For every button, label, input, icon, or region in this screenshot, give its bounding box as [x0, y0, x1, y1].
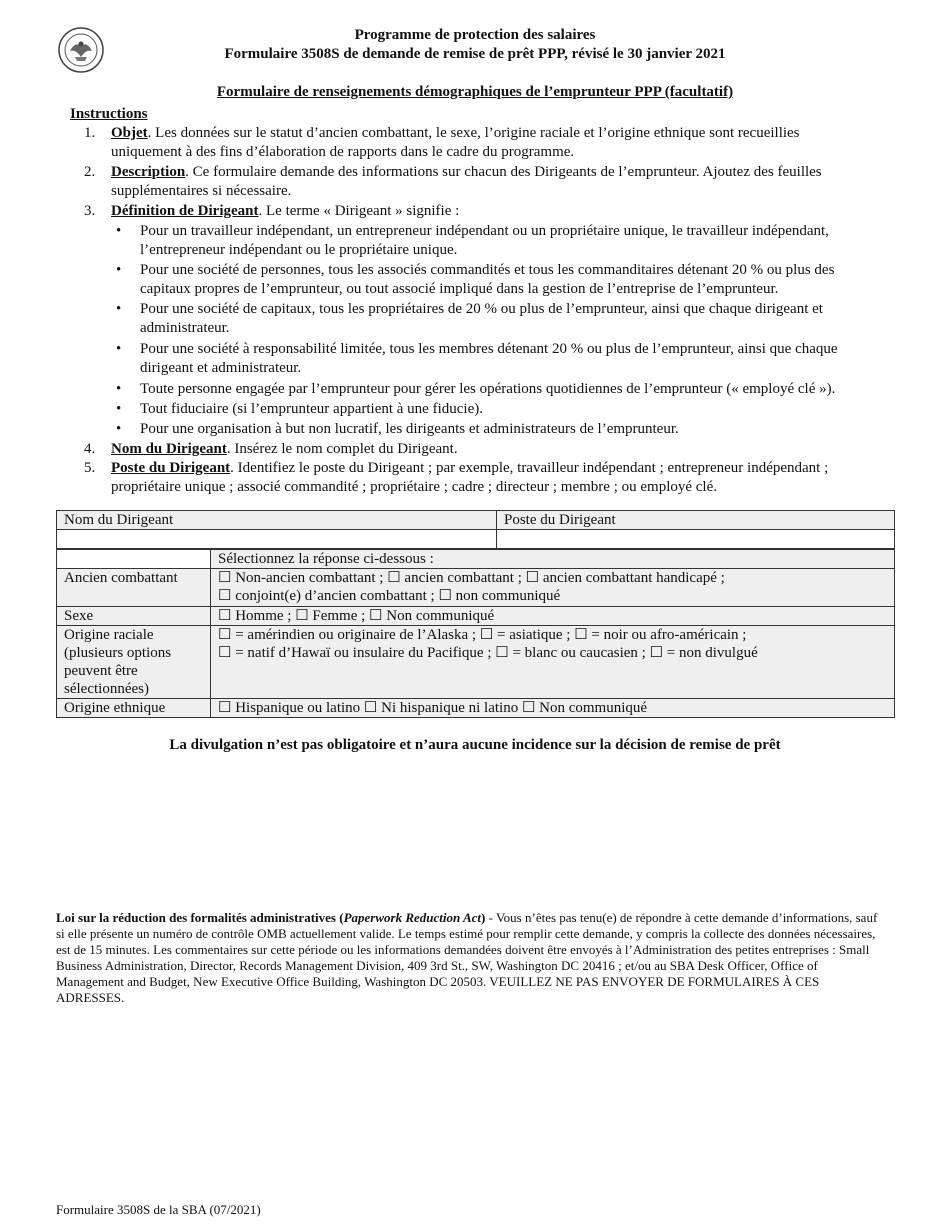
definition-bullet: • Pour une société de personnes, tous les associés commandités et tous les commanditaires détenant 20 % ou plus des capitaux propres de l’emprunteur, ou tout associé impliqué dans la gestion de l’entreprise de l’emprunteur.	[116, 262, 835, 297]
form-footer: Formulaire 3508S de la SBA (07/2021)	[56, 1202, 261, 1217]
veteran-label: Ancien combattant	[57, 569, 211, 607]
sex-label: Sexe	[57, 607, 211, 626]
select-prompt: Sélectionnez la réponse ci-dessous :	[211, 550, 895, 569]
veteran-options[interactable]: ☐ Non-ancien combattant ; ☐ ancien combattant ; ☐ ancien combattant handicapé ; ☐ conjoint(e) d’ancien combattant ; ☐ non communiqué	[211, 569, 895, 607]
ethnicity-options[interactable]: ☐ Hispanique ou latino ☐ Ni hispanique ni latino ☐ Non communiqué	[211, 699, 895, 718]
principal-name-field[interactable]	[57, 530, 497, 549]
definition-bullet: • Pour une société à responsabilité limitée, tous les membres détenant 20 % ou plus de l’emprunteur, ainsi que chaque dirigeant et administrateur.	[116, 341, 838, 376]
blank-cell	[57, 550, 211, 569]
principal-position-header: Poste du Dirigeant	[497, 511, 895, 530]
demographic-options-table	[56, 549, 895, 718]
instruction-item: 1. Objet. Les données sur le statut d’ancien combattant, le sexe, l’origine raciale et l’origine ethnique sont recueillies uniquement à des fins d’élaboration de rapports dans le cadre du programme.	[84, 125, 800, 160]
instruction-item: 3. Définition de Dirigeant. Le terme « Dirigeant » signifie :	[84, 203, 460, 219]
form-title: Formulaire de renseignements démographiques de l’emprunteur PPP (facultatif)	[216, 84, 734, 100]
race-options[interactable]: ☐ = amérindien ou originaire de l’Alaska ; ☐ = asiatique ; ☐ = noir ou afro-américain ; ☐ = natif d’Hawaï ou insulaire du Pacifique ; ☐ = blanc ou caucasien ; ☐ = non divulgué	[211, 626, 895, 699]
ethnicity-label: Origine ethnique	[57, 699, 211, 718]
definition-bullet: • Pour un travailleur indépendant, un entrepreneur indépendant ou un propriétaire unique, le travailleur indépendant, l’entrepreneur indépendant ou le propriétaire unique.	[116, 223, 829, 258]
instruction-item: 2. Description. Ce formulaire demande des informations sur chacun des Dirigeants de l’emprunteur. Ajoutez des feuilles supplémentaires si nécessaire.	[84, 164, 822, 199]
instructions-heading: Instructions	[70, 106, 148, 122]
form-subtitle: Formulaire 3508S de demande de remise de prêt PPP, révisé le 30 janvier 2021	[224, 46, 726, 62]
principal-position-field[interactable]	[497, 530, 895, 549]
principal-name-header: Nom du Dirigeant	[57, 511, 497, 530]
definition-bullet: • Pour une société de capitaux, tous les propriétaires de 20 % ou plus de l’emprunteur, ainsi que chaque dirigeant et administrateur.	[116, 301, 823, 336]
instruction-item: 5. Poste du Dirigeant. Identifiez le poste du Dirigeant ; par exemple, travailleur indépendant ; entrepreneur indépendant ; propriétaire unique ; associé commandité ; propriétaire ; cadre ; directeur ; membre ; ou employé clé.	[84, 460, 829, 495]
demographic-table	[56, 510, 895, 549]
disclosure-notice: La divulgation n’est pas obligatoire et n’aura aucune incidence sur la décision de remise de prêt	[169, 737, 781, 753]
sex-options[interactable]: ☐ Homme ; ☐ Femme ; ☐ Non communiqué	[211, 607, 895, 626]
paperwork-reduction-notice: Loi sur la réduction des formalités administratives (Paperwork Reduction Act) - Vous n’êtes pas tenu(e) de répondre à cette demande d’informations, sauf si elle présente un numéro de contrôle OMB actuellement valide. Le temps estimé pour remplir cette demande, y compris la collecte des données nécessaires, est de 15 minutes. Les commentaires sur cette période ou les informations demandées doivent être envoyés à l’Administration des petites entreprises : Small Business Administration, Director, Records Management Division, 409 3rd St., SW, Washington DC 20416 ; et/ou au SBA Desk Officer, Office of Management and Budget, New Executive Office Building, Washington DC 20503. VEUILLEZ NE PAS ENVOYER DE FORMULAIRES À CES ADRESSES.	[56, 910, 878, 1005]
instruction-item: 4. Nom du Dirigeant. Insérez le nom complet du Dirigeant.	[84, 441, 458, 457]
program-title: Programme de protection des salaires	[354, 27, 596, 43]
definition-bullet: • Pour une organisation à but non lucratif, les dirigeants et administrateurs de l’emprunteur.	[116, 421, 679, 437]
definition-bullet: • Tout fiduciaire (si l’emprunteur appartient à une fiducie).	[116, 401, 483, 417]
race-label: Origine raciale (plusieurs options peuvent être sélectionnées)	[57, 626, 211, 699]
definition-bullet: • Toute personne engagée par l’emprunteur pour gérer les opérations quotidiennes de l’emprunteur (« employé clé »).	[116, 381, 836, 397]
